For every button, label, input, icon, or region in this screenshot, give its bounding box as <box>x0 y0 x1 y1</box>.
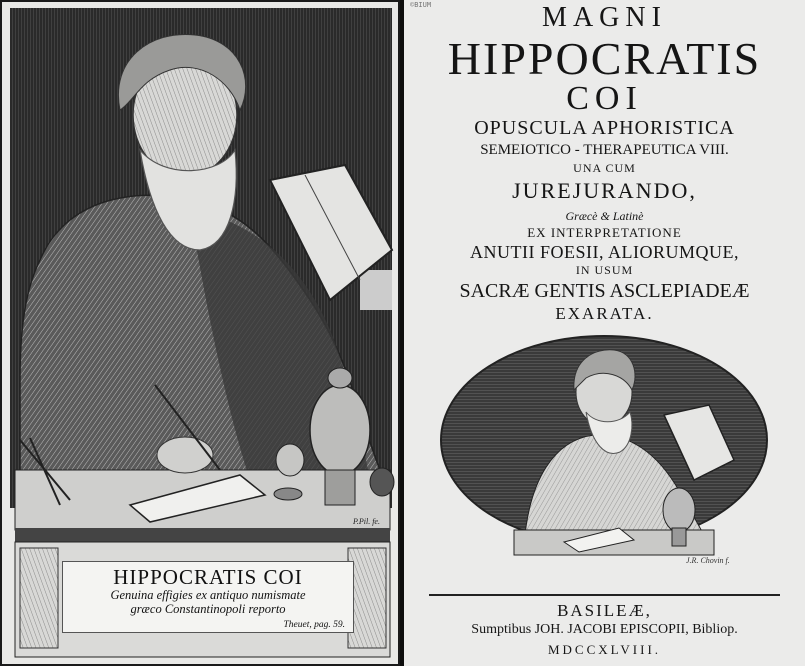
imprint-place: BASILEÆ, <box>557 601 652 620</box>
title-line-exarata: EXARATA. <box>555 304 654 323</box>
hippocrates-vignette-engraving <box>434 330 774 580</box>
plaque-reference: Theuet, pag. 59. <box>283 620 345 630</box>
title-line-jurejurando: JUREJURANDO, <box>512 178 697 203</box>
library-stamp: ©BIUM <box>410 1 432 9</box>
imprint-rule <box>429 594 780 596</box>
title-line-sacrae-gentis: SACRÆ GENTIS ASCLEPIADEÆ <box>459 280 750 302</box>
title-line-una-cum: UNA CUM <box>573 161 636 175</box>
title-line-anutii-foesii: ANUTII FOESII, ALIORUMQUE, <box>470 242 739 262</box>
title-line-coi: COI <box>566 80 643 117</box>
plaque-caption-line-1: Genuina effigies ex antiquo numismate <box>110 588 306 602</box>
title-page <box>404 0 805 666</box>
plaque-caption-line-2: græco Constantinopoli reporto <box>130 602 286 616</box>
title-line-opuscula: OPUSCULA APHORISTICA <box>474 117 735 139</box>
title-line-semeiotico: SEMEIOTICO - THERAPEUTICA VIII. <box>480 142 729 158</box>
title-line-in-usum: IN USUM <box>575 263 634 277</box>
frontispiece-engraving <box>0 0 400 666</box>
frontispiece-plaque <box>62 561 354 633</box>
imprint-publisher: Sumptibus JOH. JACOBI EPISCOPII, Bibliop. <box>471 622 738 637</box>
plaque-title: HIPPOCRATIS COI <box>113 565 303 589</box>
vignette-engraver-signature: J.R. Chovin f. <box>686 556 730 565</box>
title-line-magni: MAGNI <box>542 2 667 33</box>
title-line-hippocratis: HIPPOCRATIS <box>447 33 762 84</box>
frontispiece-engraver-signature: P.Pil. fe. <box>353 517 380 526</box>
title-line-graece-latine: Græcè & Latinè <box>565 209 644 223</box>
title-line-ex-interpretatione: EX INTERPRETATIONE <box>527 225 682 240</box>
imprint-date: MDCCXLVIII. <box>547 642 662 657</box>
